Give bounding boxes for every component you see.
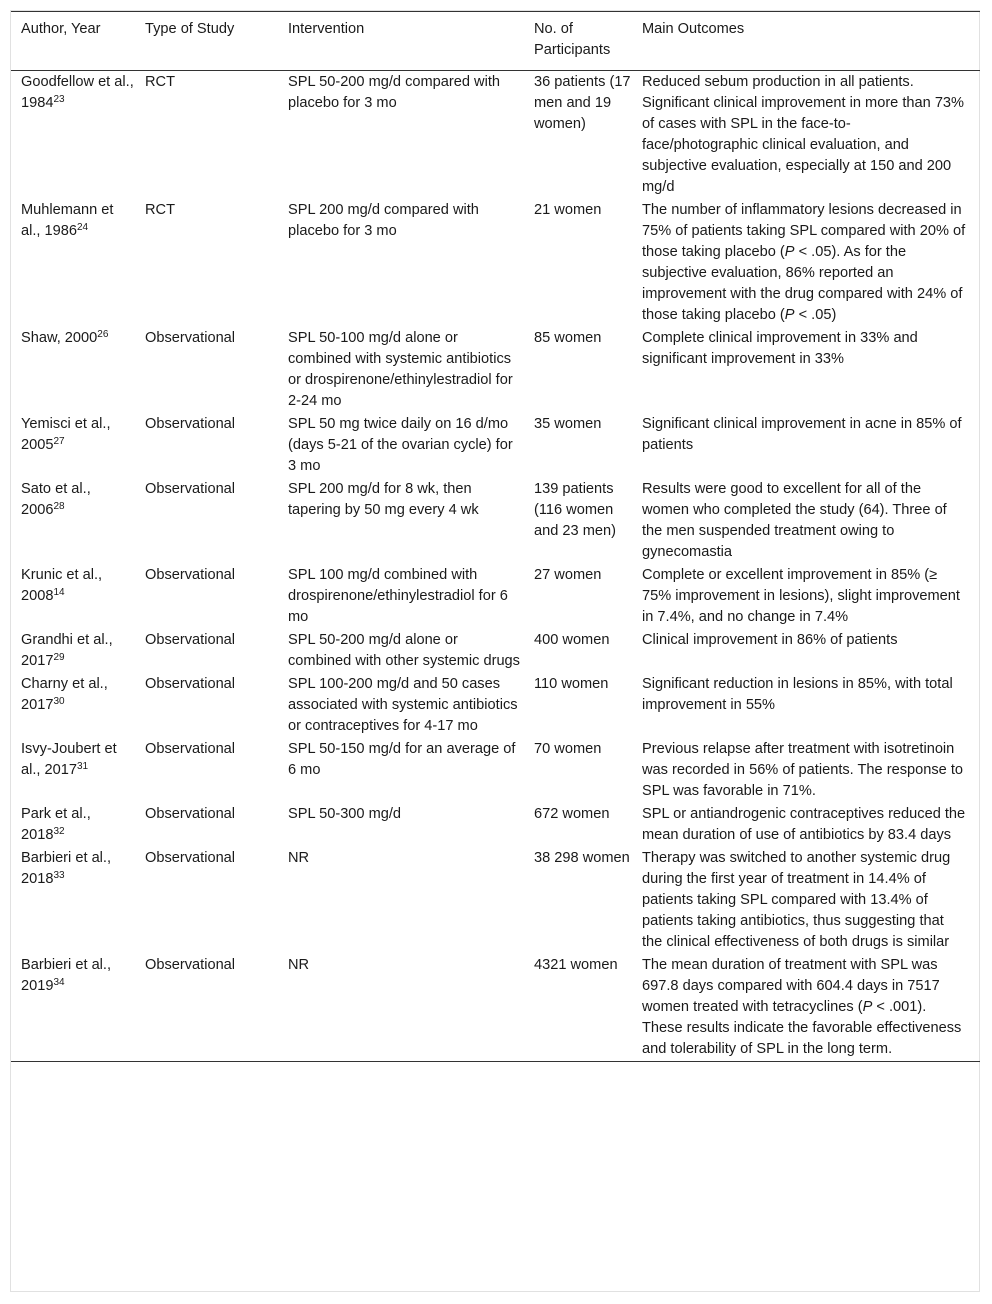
reference-number: 26 <box>97 329 109 340</box>
table-row <box>11 954 980 1062</box>
table-row <box>11 478 980 564</box>
outcome-text-part: The mean duration of treatment with SPL was 697.8 days compared with 604.4 days in 7517 women treated with tetracyclines ( <box>642 957 940 1015</box>
cell-type-of-study: Observational <box>145 481 236 497</box>
cell-participants: 70 women <box>534 741 602 757</box>
header-participants: No. of Participants <box>534 21 611 58</box>
author-year-text: Charny et al., 2017 <box>21 676 108 713</box>
cell-author-year <box>11 847 135 954</box>
cell-intervention: SPL 50-150 mg/d for an average of 6 mo <box>288 741 516 778</box>
cell-type-of-study: Observational <box>145 416 236 432</box>
author-year-text: Grandhi et al., 2017 <box>21 632 113 669</box>
cell-author-year <box>11 954 135 1062</box>
table-row <box>11 413 980 478</box>
cell-author-year <box>11 738 135 803</box>
reference-number: 14 <box>53 587 65 598</box>
table-row <box>11 847 980 954</box>
table-row <box>11 673 980 738</box>
table-row <box>11 71 980 200</box>
cell-participants: 35 women <box>534 416 602 432</box>
reference-number: 33 <box>53 870 65 881</box>
header-intervention: Intervention <box>288 21 365 37</box>
outcome-text-part: The number of inflammatory lesions decreased in 75% of patients taking SPL compared with 20% of those taking placebo ( <box>642 202 966 260</box>
cell-type-of-study: Observational <box>145 567 236 583</box>
cell-main-outcomes: Significant clinical improvement in acne in 85% of patients <box>642 416 962 453</box>
outcome-text-part: < .001). These results indicate the favorable effectiveness and tolerability of SPL in the long term. <box>642 999 962 1057</box>
header-main-outcomes: Main Outcomes <box>642 21 745 37</box>
p-value-symbol: P <box>784 244 795 260</box>
cell-type-of-study: Observational <box>145 632 236 648</box>
table-row <box>11 738 980 803</box>
author-year-text: Goodfellow et al., 1984 <box>21 74 134 111</box>
cell-participants: 21 women <box>534 202 602 218</box>
cell-type-of-study: Observational <box>145 741 236 757</box>
author-year-text: Isvy-Joubert et al., 2017 <box>21 741 117 778</box>
table-header-row <box>11 12 980 71</box>
cell-main-outcomes: Complete or excellent improvement in 85% (≥ 75% improvement in lesions), slight improvement in 7.4%, and no change in 7.4% <box>642 567 960 625</box>
studies-table <box>11 11 980 1062</box>
outcome-text-part: < .05) <box>794 307 837 323</box>
reference-number: 31 <box>77 761 89 772</box>
cell-main-outcomes: Clinical improvement in 86% of patients <box>642 632 898 648</box>
cell-main-outcomes <box>632 199 980 327</box>
cell-type-of-study: Observational <box>145 676 236 692</box>
reference-number: 29 <box>53 652 65 663</box>
cell-type-of-study: Observational <box>145 330 236 346</box>
cell-main-outcomes: Therapy was switched to another systemic drug during the first year of treatment in 14.4% of patients taking SPL compared with 13.4% of patients taking antibiotics, thus suggesting that the clinical effectiveness of both drugs is similar <box>642 850 951 950</box>
cell-author-year <box>11 564 135 629</box>
cell-intervention: NR <box>288 850 310 866</box>
reference-number: 24 <box>77 222 89 233</box>
table-row <box>11 199 980 327</box>
reference-number: 30 <box>53 696 65 707</box>
outcome-text-part: < .05). As for the subjective evaluation, 86% reported an improvement with the drug compared with 24% of those taking placebo ( <box>642 244 963 323</box>
header-type-of-study: Type of Study <box>145 21 235 37</box>
cell-main-outcomes: Previous relapse after treatment with isotretinoin was recorded in 56% of patients. The response to SPL was favorable in 71%. <box>642 741 963 799</box>
author-year-text: Park et al., 2018 <box>21 806 91 843</box>
cell-author-year <box>11 629 135 673</box>
cell-main-outcomes: Reduced sebum production in all patients. Significant clinical improvement in more than 73% of cases with SPL in the face-to-face/photographic clinical evaluation, and subjective evaluation, especially at 150 and 200 mg/d <box>642 74 965 195</box>
cell-participants: 110 women <box>534 676 609 692</box>
cell-author-year <box>11 71 135 200</box>
cell-type-of-study: RCT <box>145 74 175 90</box>
cell-intervention: SPL 50 mg twice daily on 16 d/mo (days 5-21 of the ovarian cycle) for 3 mo <box>288 416 513 474</box>
author-year-text: Sato et al., 2006 <box>21 481 91 518</box>
cell-author-year <box>11 673 135 738</box>
cell-intervention: SPL 100-200 mg/d and 50 cases associated with systemic antibiotics or contraceptives for 4-17 mo <box>288 676 518 734</box>
cell-participants: 672 women <box>534 806 610 822</box>
cell-main-outcomes: Results were good to excellent for all of the women who completed the study (64). Three of the men suspended treatment owing to gynecomastia <box>642 481 947 560</box>
reference-number: 32 <box>53 826 65 837</box>
author-year-text: Barbieri et al., 2018 <box>21 850 112 887</box>
cell-author-year <box>11 413 135 478</box>
cell-type-of-study: Observational <box>145 957 236 973</box>
cell-type-of-study: Observational <box>145 850 236 866</box>
cell-intervention: NR <box>288 957 310 973</box>
cell-participants: 400 women <box>534 632 610 648</box>
p-value-symbol: P <box>862 999 873 1015</box>
reference-number: 34 <box>53 977 65 988</box>
cell-main-outcomes <box>632 954 980 1062</box>
cell-intervention: SPL 50-300 mg/d <box>288 806 402 822</box>
reference-number: 28 <box>53 501 65 512</box>
cell-main-outcomes: Complete clinical improvement in 33% and significant improvement in 33% <box>642 330 918 367</box>
author-year-text: Muhlemann et al., 1986 <box>21 202 114 239</box>
cell-participants: 85 women <box>534 330 602 346</box>
author-year-text: Shaw, 2000 <box>21 330 98 346</box>
cell-participants: 139 patients (116 women and 23 men) <box>534 481 616 539</box>
cell-author-year <box>11 803 135 847</box>
reference-number: 23 <box>53 94 65 105</box>
table-row <box>11 327 980 413</box>
cell-intervention: SPL 100 mg/d combined with drospirenone/ethinylestradiol for 6 mo <box>288 567 508 625</box>
cell-main-outcomes: SPL or antiandrogenic contraceptives reduced the mean duration of use of antibiotics by 83.4 days <box>642 806 966 843</box>
reference-number: 27 <box>53 436 65 447</box>
header-author-year: Author, Year <box>21 21 101 37</box>
cell-type-of-study: Observational <box>145 806 236 822</box>
table-row <box>11 803 980 847</box>
author-year-text: Yemisci et al., 2005 <box>21 416 111 453</box>
cell-participants: 4321 women <box>534 957 618 973</box>
cell-author-year <box>11 199 135 327</box>
author-year-text: Krunic et al., 2008 <box>21 567 103 604</box>
author-year-text: Barbieri et al., 2019 <box>21 957 112 994</box>
cell-intervention: SPL 50-200 mg/d compared with placebo for 3 mo <box>288 74 500 111</box>
cell-intervention: SPL 50-200 mg/d alone or combined with other systemic drugs <box>288 632 520 669</box>
cell-participants: 38 298 women <box>534 850 630 866</box>
table-row <box>11 564 980 629</box>
table-row <box>11 629 980 673</box>
p-value-symbol: P <box>784 307 795 323</box>
cell-type-of-study: RCT <box>145 202 175 218</box>
cell-participants: 27 women <box>534 567 602 583</box>
cell-author-year <box>11 478 135 564</box>
cell-intervention: SPL 50-100 mg/d alone or combined with systemic antibiotics or drospirenone/ethinylestradiol for 2-24 mo <box>288 330 513 409</box>
cell-participants: 36 patients (17 men and 19 women) <box>534 74 631 132</box>
cell-intervention: SPL 200 mg/d for 8 wk, then tapering by 50 mg every 4 wk <box>288 481 479 518</box>
cell-main-outcomes: Significant reduction in lesions in 85%, with total improvement in 55% <box>642 676 953 713</box>
cell-intervention: SPL 200 mg/d compared with placebo for 3 mo <box>288 202 479 239</box>
cell-author-year <box>11 327 135 413</box>
